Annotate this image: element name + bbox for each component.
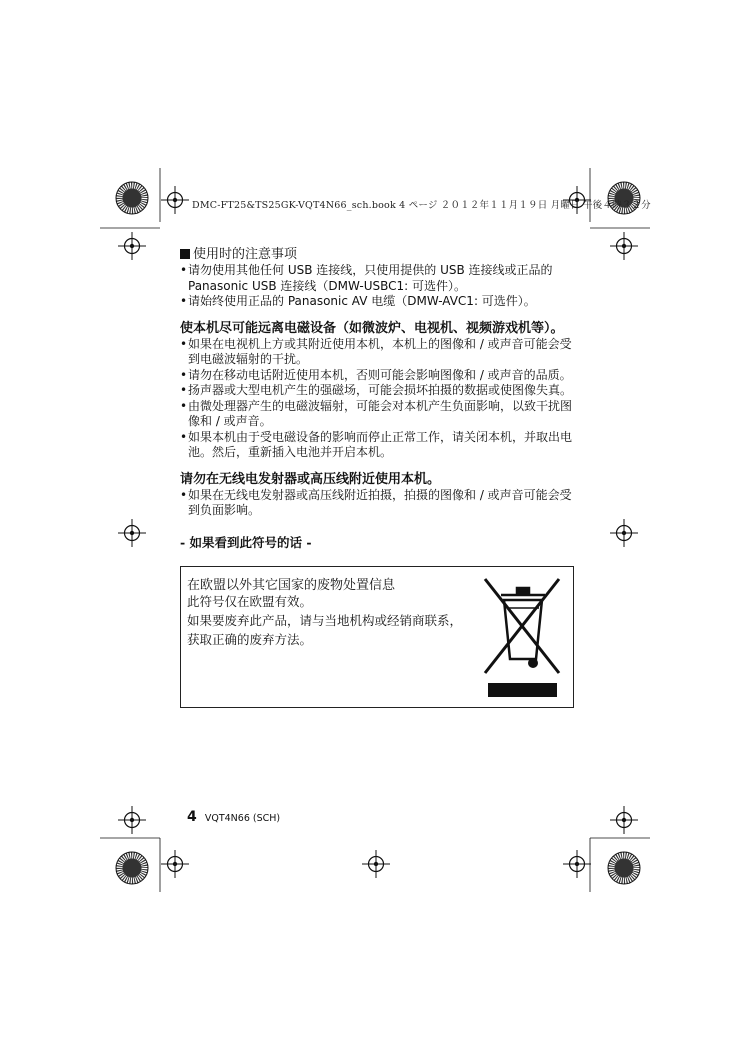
main-content bbox=[180, 246, 576, 551]
interference-heading: 使本机尽可能远离电磁设备（如微波炉、电视机、视频游戏机等）。 bbox=[180, 320, 564, 336]
disposal-text: 此符号仅在欧盟有效。 如果要废弃此产品，请与当地机构或经销商联系，获取正确的废弃方法。 bbox=[187, 594, 463, 647]
color-target-icon bbox=[608, 852, 640, 884]
transmitter-list bbox=[180, 488, 576, 519]
list-item: • 如果在电视机上方或其附近使用本机，本机上的图像和 / 或声音可能会受到电磁波辐射的干扰。 bbox=[180, 337, 576, 368]
list-item: • 请勿使用其他任何 USB 连接线，只使用提供的 USB 连接线或正品的 Panasonic USB 连接线（DMW-USBC1: 可选件）。 bbox=[180, 263, 576, 294]
list-item: • 扬声器或大型电机产生的强磁场，可能会损坏拍摄的数据或使图像失真。 bbox=[180, 383, 576, 399]
list-item: • 如果在无线电发射器或高压线附近拍摄，拍摄的图像和 / 或声音可能会受到负面影响。 bbox=[180, 488, 576, 519]
crossed-out-wheelie-bin-icon bbox=[481, 575, 563, 681]
symbol-notice: - 如果看到此符号的话 - bbox=[180, 534, 312, 550]
page-number: 4 bbox=[187, 809, 197, 825]
usage-heading: 使用时的注意事项 bbox=[180, 246, 576, 263]
usage-list bbox=[180, 263, 576, 310]
color-target-icon bbox=[116, 182, 148, 214]
list-item: • 如果本机由于受电磁设备的影响而停止正常工作，请关闭本机，并取出电池。然后，重新插入电池并开启本机。 bbox=[180, 430, 576, 461]
disposal-title: 在欧盟以外其它国家的废物处置信息 bbox=[187, 578, 396, 593]
list-item: • 请勿在移动电话附近使用本机，否则可能会影响图像和 / 或声音的品质。 bbox=[180, 368, 576, 384]
page-footer bbox=[187, 806, 280, 825]
disposal-info-box bbox=[180, 566, 574, 708]
list-item: • 请始终使用正品的 Panasonic AV 电缆（DMW-AVC1: 可选件）。 bbox=[180, 294, 576, 310]
black-bar bbox=[488, 683, 557, 697]
color-target-icon bbox=[116, 852, 148, 884]
square-bullet-icon bbox=[180, 249, 190, 259]
list-item: • 由微处理器产生的电磁波辐射，可能会对本机产生负面影响，以致干扰图像和 / 或声音。 bbox=[180, 399, 576, 430]
model-code: VQT4N66 (SCH) bbox=[204, 813, 281, 824]
interference-list bbox=[180, 337, 576, 461]
file-slug: DMC-FT25&TS25GK-VQT4N66_sch.book 4 ページ ２０１２年１１月１９日 月曜日 午後４時３２分 bbox=[192, 200, 651, 211]
transmitter-heading: 请勿在无线电发射器或高压线附近使用本机。 bbox=[180, 471, 441, 487]
